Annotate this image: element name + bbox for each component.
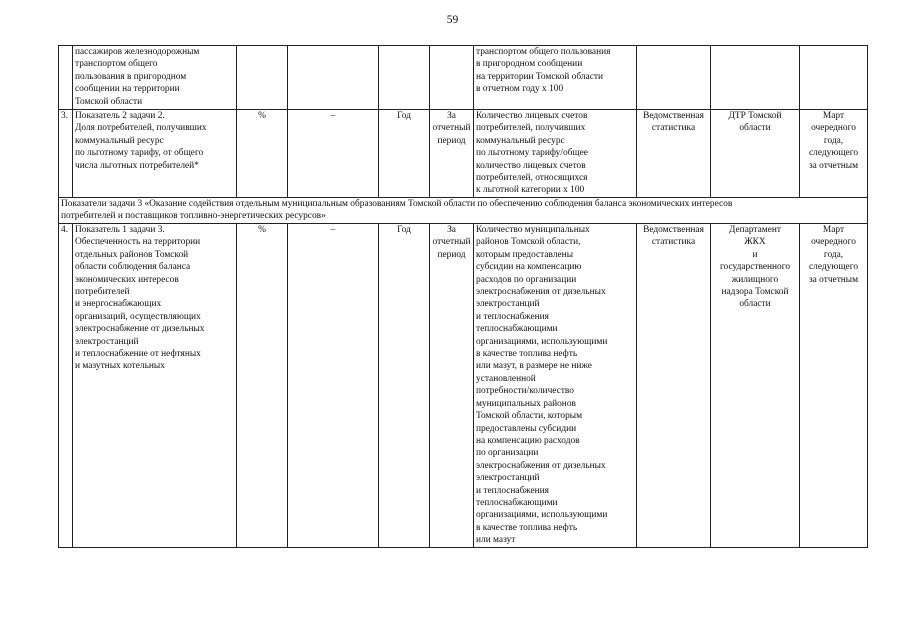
cell-period xyxy=(379,46,430,110)
cell-source xyxy=(637,46,711,110)
cell-responsible xyxy=(711,46,800,110)
cell-basis xyxy=(430,46,474,110)
cell-method: транспортом общего пользования в пригородном сообщении на территории Томской области в отчетном году х 100 xyxy=(474,46,637,110)
cell-unit xyxy=(237,46,288,110)
indicators-table xyxy=(58,45,868,548)
cell-unit: % xyxy=(237,110,288,198)
cell-deadline xyxy=(800,46,868,110)
cell-deadline: Март очередного года, следующего за отчетным xyxy=(800,110,868,198)
page-number: 59 xyxy=(446,14,459,26)
cell-indicator-name: Показатель 1 задачи 3. Обеспеченность на территории отдельных районов Томской области соблюдения баланса экономических интересов потребителей и энергоснабжающих организаций, осуществляющих электроснабжение от дизельных электростанций и теплоснабжение от нефтяных и мазутных котельных xyxy=(73,224,237,548)
cell-basis: За отчетный период xyxy=(430,224,474,548)
table-row-3 xyxy=(59,110,868,198)
cell-responsible: Департамент ЖКХ и государственного жилищного надзора Томской области xyxy=(711,224,800,548)
cell-indicator-name: пассажиров железнодорожным транспортом общего пользования в пригородном сообщении на территории Томской области xyxy=(73,46,237,110)
cell-dash: – xyxy=(288,224,379,548)
cell-basis: За отчетный период xyxy=(430,110,474,198)
cell-indicator-name: Показатель 2 задачи 2. Доля потребителей, получивших коммунальный ресурс по льготному тарифу, от общего числа льготных потребителей* xyxy=(73,110,237,198)
cell-dash xyxy=(288,46,379,110)
cell-num: 4. xyxy=(59,224,73,548)
cell-responsible: ДТР Томской области xyxy=(711,110,800,198)
cell-method: Количество муниципальных районов Томской области, которым предоставлены субсидии на компенсацию расходов по организации электроснабжения от дизельных электростанций и теплоснабжения теплоснабжающими организациями, использующими в качестве топлива нефть или мазут, в размере не ниже установленной потребности/количество муниципальных районов Томской области, которым предоставлены субсидии на компенсацию расходов по организации электроснабжения от дизельных электростанций и теплоснабжения теплоснабжающими организациями, использующими в качестве топлива нефть или мазут xyxy=(474,224,637,548)
cell-unit: % xyxy=(237,224,288,548)
cell-period: Год xyxy=(379,224,430,548)
cell-num: 3. xyxy=(59,110,73,198)
cell-method: Количество лицевых счетов потребителей, получивших коммунальный ресурс по льготному тарифу/общее количество лицевых счетов потребителей, относящихся к льготной категории х 100 xyxy=(474,110,637,198)
cell-source: Ведомственная статистика xyxy=(637,110,711,198)
cell-dash: – xyxy=(288,110,379,198)
cell-source: Ведомственная статистика xyxy=(637,224,711,548)
cell-num xyxy=(59,46,73,110)
section-header-task3 xyxy=(59,198,868,224)
section-title: Показатели задачи 3 «Оказание содействия отдельным муниципальным образованиям Томской области по обеспечению соблюдения баланса экономических интересов потребителей и поставщиков топливно-энергетических ресурсов» xyxy=(59,198,868,224)
table-row-continuation xyxy=(59,46,868,110)
cell-period: Год xyxy=(379,110,430,198)
table-row-4 xyxy=(59,224,868,548)
cell-deadline: Март очередного года, следующего за отчетным xyxy=(800,224,868,548)
